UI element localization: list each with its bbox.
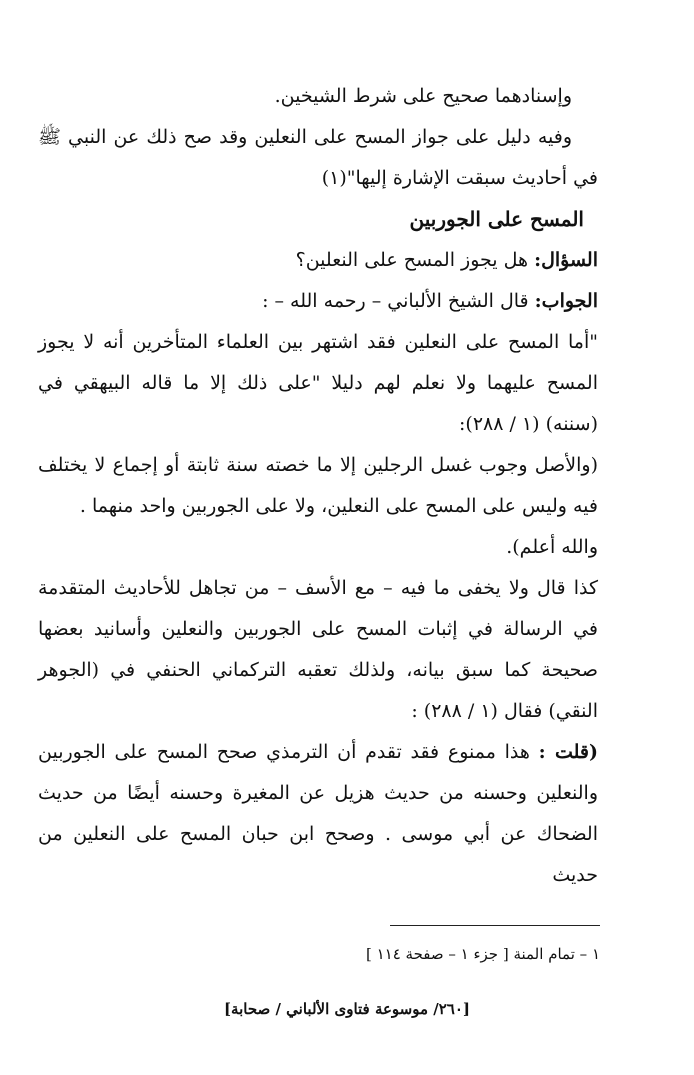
paragraph-evidence: وفيه دليل على جواز المسح على النعلين وقد صح ذلك عن النبي ﷺ في أحاديث سبقت الإشارة إليها"(١)	[38, 126, 598, 189]
footnote: ١ – تمام المنة [ جزء ١ – صفحة ١١٤ ]	[365, 945, 600, 963]
qult-text: هذا ممنوع فقد تقدم أن الترمذي صحح المسح على الجوربين والنعلين وحسنه من حديث هزيل عن المغيرة وحسنه أيضًا من حديث الضحاك عن أبي موسى . وصحح ابن حبان المسح على النعلين من حديث	[38, 741, 598, 886]
question-line	[38, 240, 598, 281]
answer-text: قال الشيخ الألباني – رحمه الله – :	[262, 290, 529, 312]
qult-label: (قلت :	[538, 741, 598, 763]
section-heading: المسح على الجوربين	[409, 207, 584, 231]
answer-line	[38, 281, 598, 322]
paragraph-asl-tail: والله أعلم).	[506, 536, 598, 558]
paragraph-quote: "أما المسح على النعلين فقد اشتهر بين العلماء المتأخرين أنه لا يجوز المسح عليهما ولا نعلم لهم دليلا "على ذلك إلا ما قاله البيهقي في (سننه) (١ / ٢٨٨):	[38, 331, 598, 435]
question-label: السؤال:	[534, 249, 598, 271]
paragraph-qult	[38, 732, 598, 896]
paragraph-kadha: كذا قال ولا يخفى ما فيه – مع الأسف – من تجاهل للأحاديث المتقدمة في الرسالة في إثبات المسح على الجوربين والنعلين وأسانيد بعضها صحيحة كما سبق بيانه، ولذلك تعقبه التركماني الحنفي في (الجوهر النقي) فقال (١ / ٢٨٨) :	[38, 577, 598, 722]
paragraph-asl: (والأصل وجوب غسل الرجلين إلا ما خصته سنة ثابتة أو إجماع لا يختلف فيه وليس على المسح على النعلين، ولا على الجوربين واحد منهما .	[38, 454, 598, 517]
question-text: هل يجوز المسح على النعلين؟	[295, 249, 529, 271]
answer-label: الجواب:	[534, 290, 598, 312]
page-body	[38, 76, 598, 896]
page-footer: [٢٦٠/ موسوعة فتاوى الألباني / صحابة]	[223, 1000, 471, 1018]
paragraph-isnad: وإسنادهما صحيح على شرط الشيخين.	[274, 85, 572, 107]
footnote-divider	[390, 925, 600, 926]
